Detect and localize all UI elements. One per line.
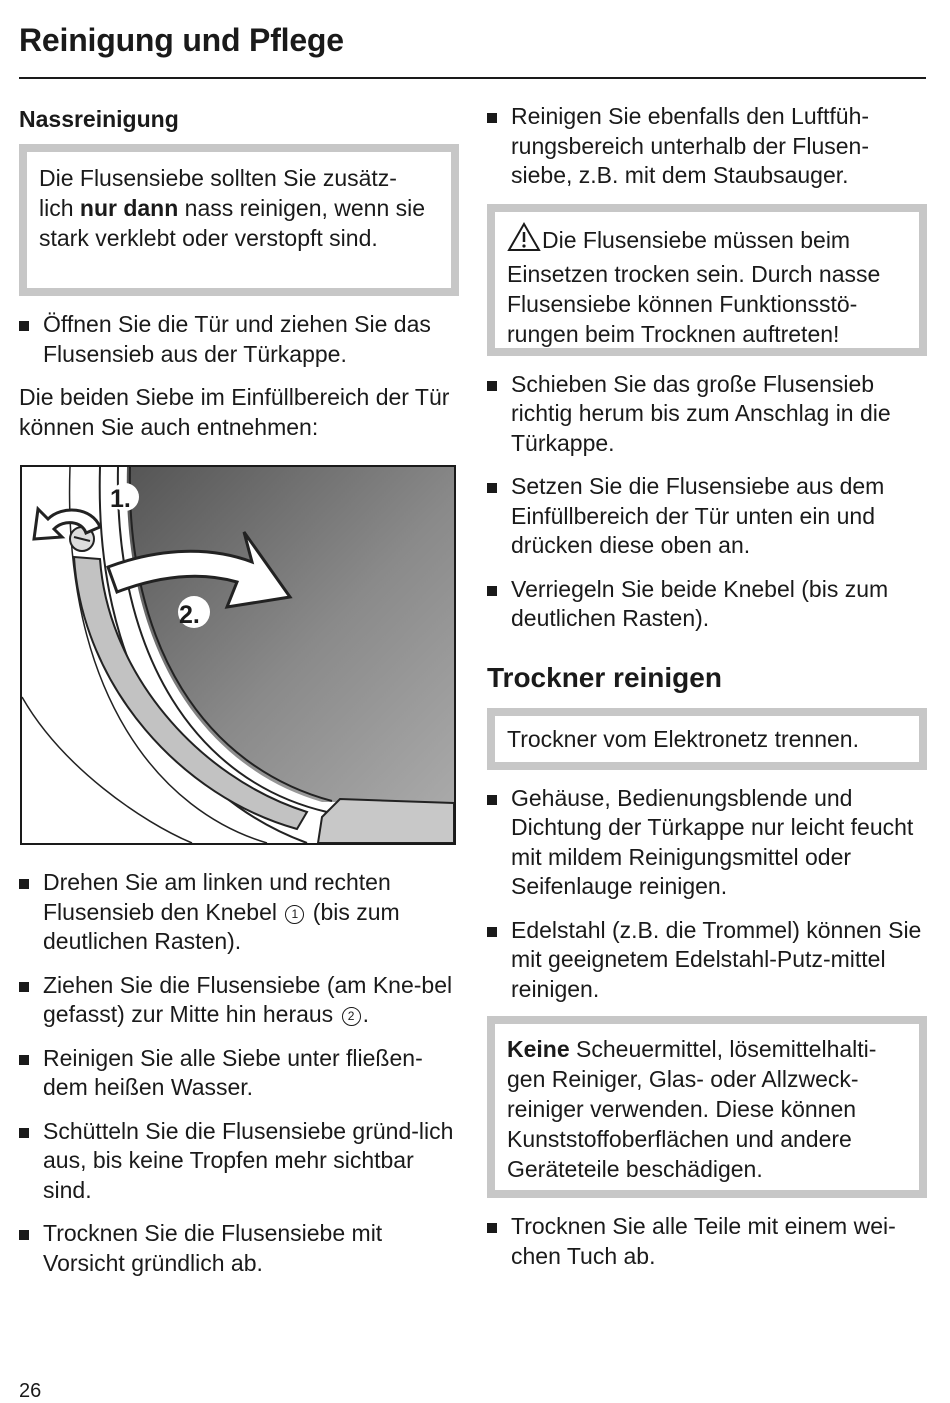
list-item-text: Verriegeln Sie beide Knebel (bis zum deutlichen Rasten). (511, 575, 889, 631)
square-bullet-icon (19, 1128, 29, 1138)
left-column (19, 100, 459, 442)
list-item (487, 784, 927, 902)
square-bullet-icon (487, 1223, 497, 1233)
list-item-text: Trocknen Sie alle Teile mit einem wei-chen Tuch ab. (511, 1213, 896, 1269)
filter-removal-illustration (20, 465, 456, 845)
square-bullet-icon (487, 795, 497, 805)
square-bullet-icon (487, 483, 497, 493)
list-item-text: Edelstahl (z.B. die Trommel) können Sie mit geeignetem Edelstahl-Putz-mittel reinigen. (511, 916, 922, 1002)
list-item (487, 916, 927, 1005)
list-item (19, 1219, 459, 1278)
square-bullet-icon (19, 982, 29, 992)
warning-box (487, 204, 927, 356)
number-circle-2: 2 (342, 1007, 361, 1026)
caution-text-bold: Keine (507, 1036, 570, 1062)
section-heading-nassreinigung: Nassreinigung (19, 106, 179, 132)
list-item (19, 1044, 459, 1103)
square-bullet-icon (19, 321, 29, 331)
square-bullet-icon (19, 879, 29, 889)
list-item (487, 102, 927, 191)
list-item-text-post: . (362, 1001, 369, 1027)
caution-text: Scheuermittel, lösemittelhalti-gen Reiniger, Glas- oder Allzweck-reiniger verwenden. Diese können Kunststoffoberflächen und andere Geräteteile beschädigen. (507, 1036, 877, 1182)
square-bullet-icon (487, 381, 497, 391)
list-item-text: Öffnen Sie die Tür und ziehen Sie das Flusensieb aus der Türkappe. (43, 311, 431, 367)
right-column (487, 100, 927, 1271)
number-circle-1: 1 (285, 905, 304, 924)
list-item-text: Setzen Sie die Flusensiebe aus dem Einfüllbereich der Tür unten ein und drücken diese oben an. (511, 473, 885, 558)
list-item (19, 310, 459, 369)
section-heading-trockner-reinigen: Trockner reinigen (487, 661, 722, 693)
notice-text: Trockner vom Elektronetz trennen. (507, 725, 859, 752)
list-item (487, 575, 927, 634)
notice-text-bold: nur dann (79, 195, 179, 221)
square-bullet-icon (19, 1055, 29, 1065)
list-item (487, 370, 927, 459)
illustration-svg (22, 467, 454, 843)
square-bullet-icon (487, 927, 497, 937)
notice-box-disconnect (487, 708, 927, 770)
square-bullet-icon (487, 113, 497, 123)
page-number: 26 (19, 1380, 42, 1402)
warning-triangle-icon (507, 222, 541, 259)
list-item-text-pre: Drehen Sie am linken und rechten Flusensieb den Knebel (43, 869, 391, 925)
list-item (487, 472, 927, 561)
figure-label-2: 2. (179, 601, 200, 629)
paragraph: Die beiden Siebe im Einfüllbereich der Tür können Sie auch entnehmen: (19, 384, 450, 440)
list-item-text: Reinigen Sie ebenfalls den Luftfüh-rungsbereich unterhalb der Flusen-siebe, z.B. mit dem Staubsauger. (511, 103, 870, 188)
square-bullet-icon (19, 1230, 29, 1240)
list-item (19, 971, 459, 1030)
list-item-text: Reinigen Sie alle Siebe unter fließen-dem heißen Wasser. (43, 1044, 423, 1100)
figure-label-1: 1. (110, 485, 131, 513)
warning-text: Die Flusensiebe müssen beim Einsetzen trocken sein. Durch nasse Flusensiebe können Funktionsstö-rungen beim Trocknen auftreten! (507, 226, 881, 347)
list-item (19, 868, 459, 957)
list-item-text: Schieben Sie das große Flusensieb richtig herum bis zum Anschlag in die Türkappe. (511, 370, 891, 456)
list-item-text: Schütteln Sie die Flusensiebe gründ-lich aus, bis keine Tropfen mehr sichtbar sind. (43, 1117, 454, 1203)
list-item-text: Trocknen Sie die Flusensiebe mit Vorsicht gründlich ab. (43, 1220, 383, 1276)
list-item (487, 1212, 927, 1271)
title-rule (19, 77, 926, 79)
list-item-text: Gehäuse, Bedienungsblende und Dichtung der Türkappe nur leicht feucht mit mildem Reinigungsmittel oder Seifenlauge reinigen. (511, 784, 914, 899)
notice-text-pre: Die Flusensiebe sollten Sie zusätz- lich (39, 165, 397, 221)
list-item-text-pre: Ziehen Sie die Flusensiebe (am Kne-bel gefasst) zur Mitte hin heraus (43, 971, 453, 1027)
notice-box (19, 144, 459, 296)
square-bullet-icon (487, 586, 497, 596)
list-item-text-post: (bis zum deutlichen Rasten). (43, 898, 400, 954)
notice-text-post: nass reinigen, wenn sie stark verklebt oder verstopft sind. (39, 195, 426, 251)
left-column-lower (19, 868, 459, 1278)
caution-box (487, 1016, 927, 1198)
list-item (19, 1117, 459, 1206)
page-title: Reinigung und Pflege (19, 22, 344, 58)
